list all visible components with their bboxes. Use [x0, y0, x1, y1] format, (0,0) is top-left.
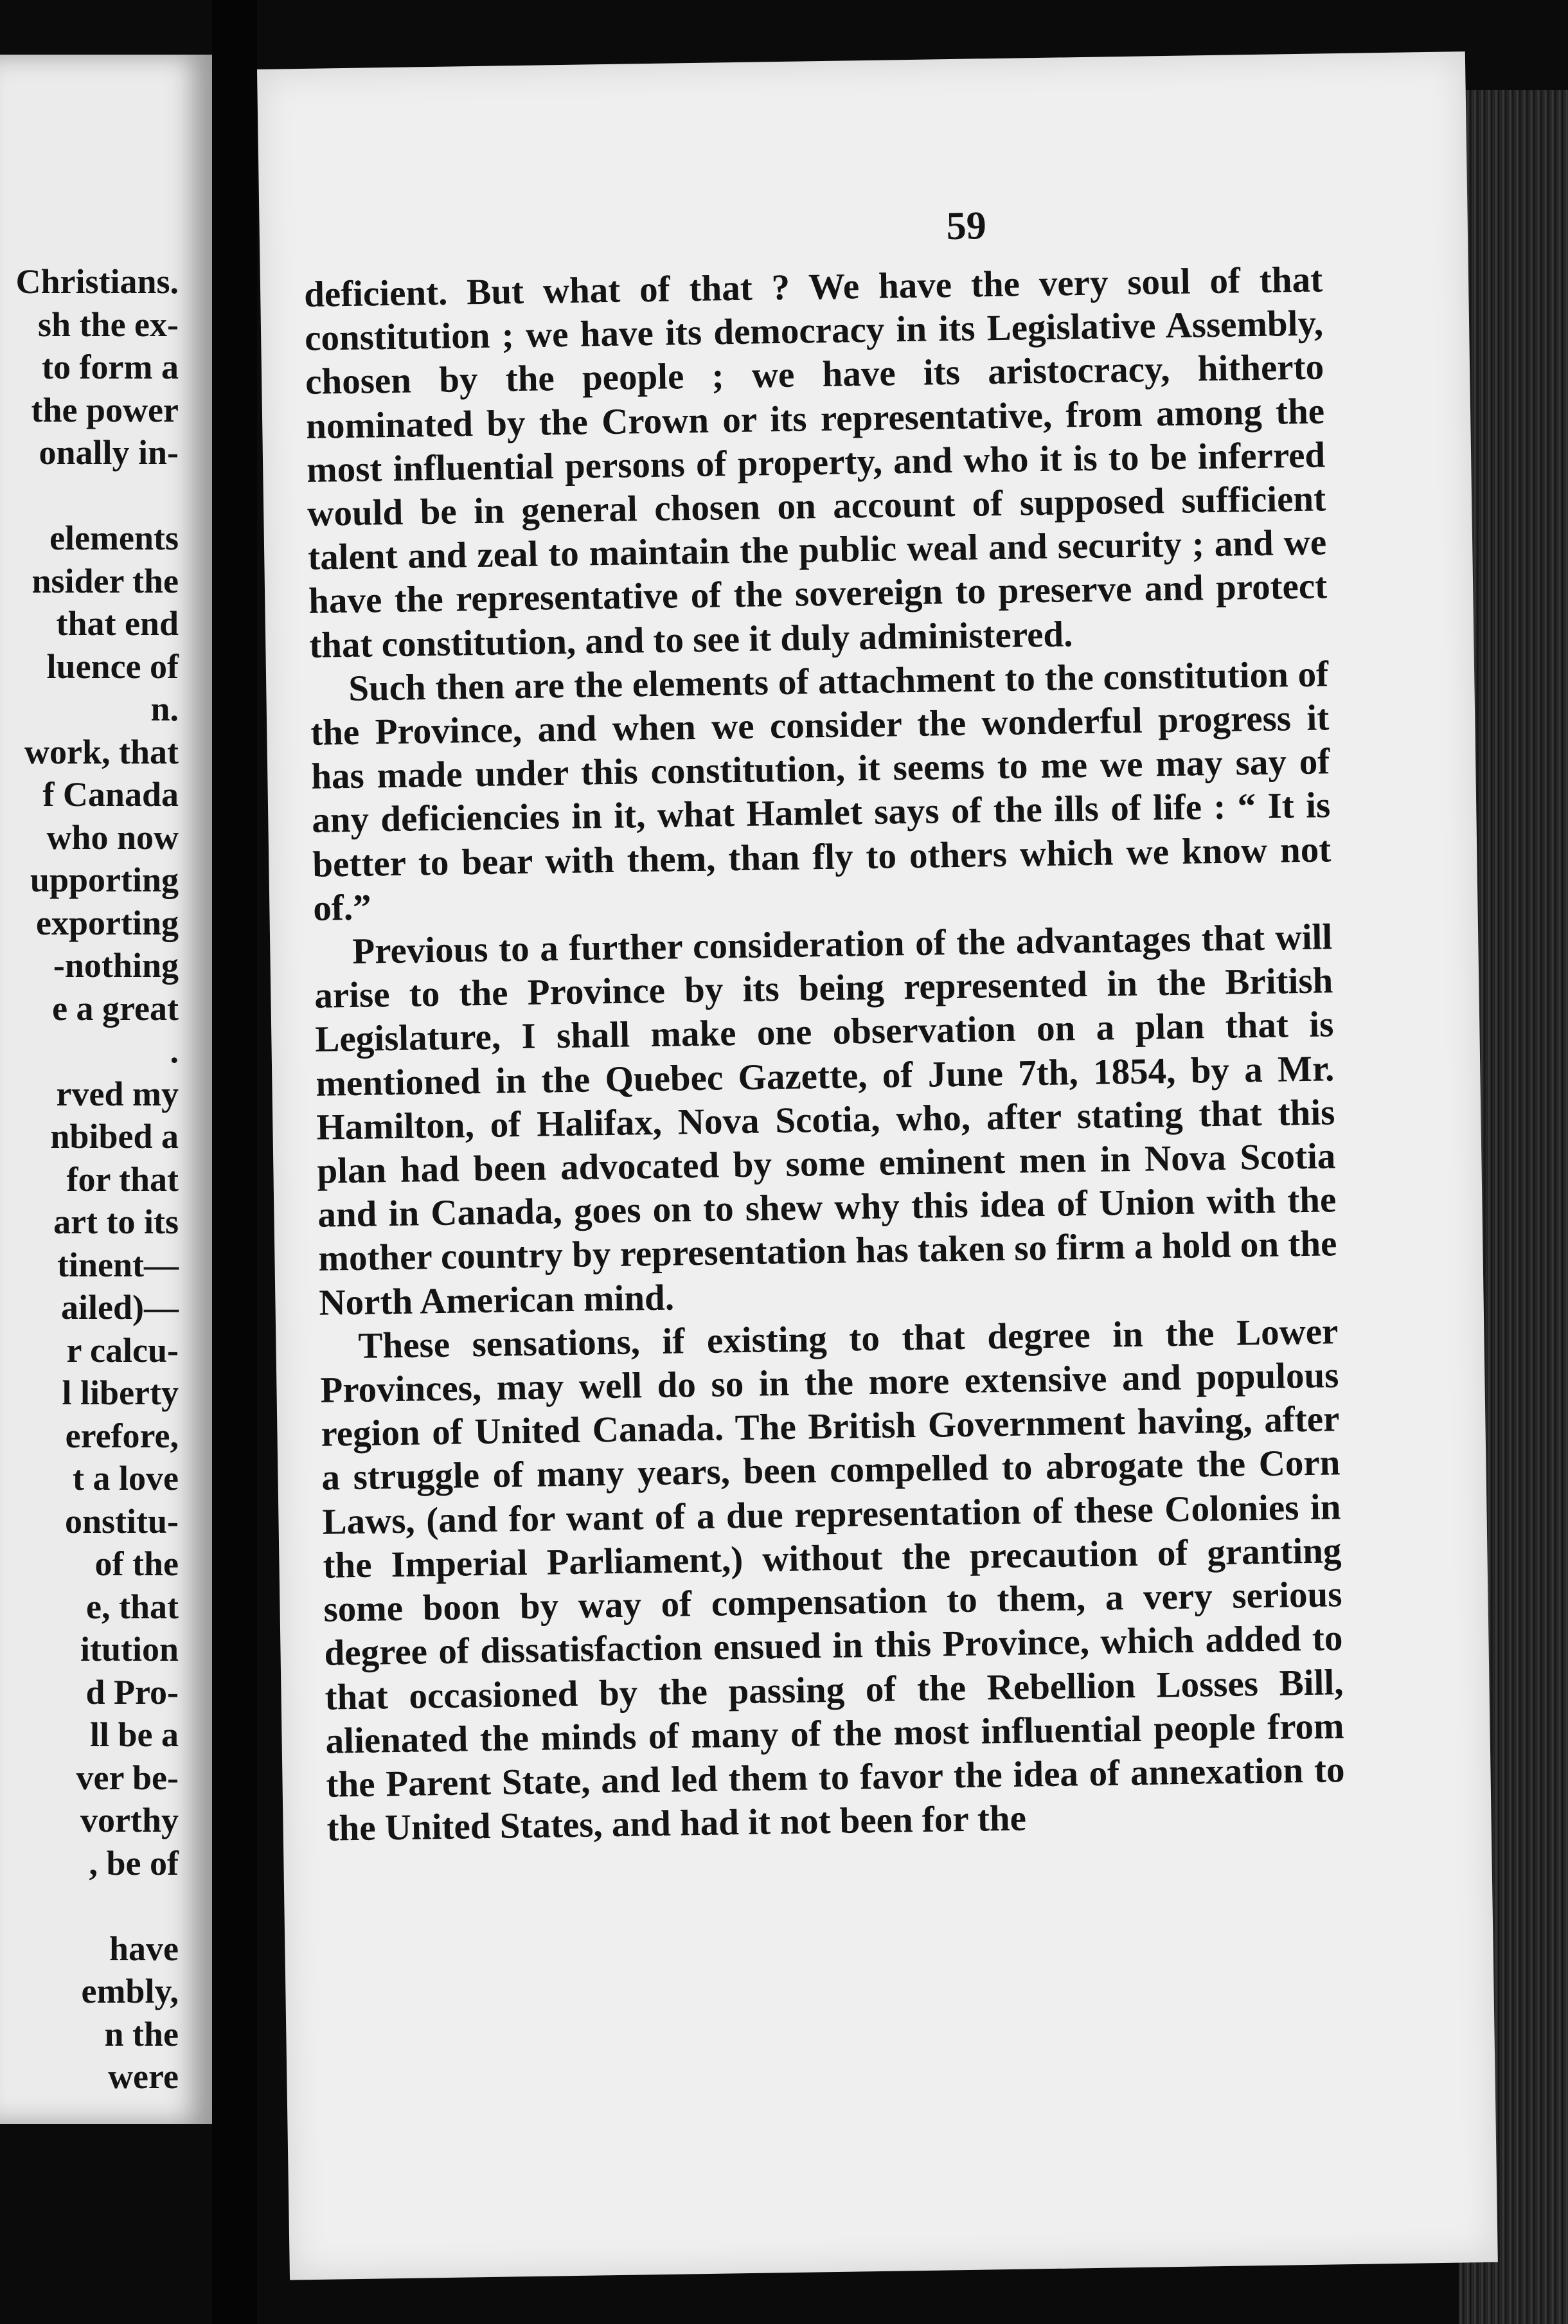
left-line: to form a — [42, 348, 179, 386]
body-text — [304, 258, 1346, 1851]
left-line: r calcu- — [66, 1330, 179, 1370]
left-line — [15, 1884, 179, 1927]
left-line: the power — [31, 390, 179, 429]
left-line: nbibed a — [50, 1117, 179, 1156]
left-line: that end — [56, 604, 179, 643]
left-line: vorthy — [80, 1801, 179, 1839]
page-number: 59 — [946, 204, 987, 249]
left-page-text — [15, 260, 179, 2098]
left-line: tinent— — [57, 1245, 179, 1284]
left-line: . — [170, 1032, 179, 1070]
left-line: ll be a — [89, 1715, 179, 1754]
left-line: rved my — [56, 1074, 179, 1113]
left-line: embly, — [81, 1972, 179, 2010]
left-line: were — [108, 2057, 179, 2096]
paragraph — [310, 652, 1332, 931]
left-line: exporting — [36, 903, 179, 942]
left-line: elements — [49, 519, 179, 557]
left-line: who now — [46, 818, 179, 857]
left-line — [15, 474, 179, 517]
left-line: ailed)— — [61, 1288, 179, 1327]
left-line: n. — [150, 690, 179, 728]
paragraph — [314, 915, 1338, 1325]
indent — [314, 963, 353, 964]
left-line: onstitu- — [64, 1501, 179, 1541]
left-line: of the — [94, 1544, 179, 1583]
right-page — [257, 51, 1498, 2280]
left-line: nsider the — [31, 561, 179, 600]
left-line: t a love — [73, 1459, 179, 1497]
left-line: sh the ex- — [38, 305, 179, 344]
indent — [320, 1358, 359, 1359]
left-line: itution — [80, 1630, 179, 1668]
paragraph-text: Previous to a further consideration of the advantages that will arise to the Province by its being represented in the British Legislature, I shall make one observation on a plan that is mentioned in the Quebec Gazette, of June 7th, 1854, by a Mr. Hamilton, of Halifax, Nova Scotia, who, after stating that this plan had been advocated by some eminent men in Nova Scotia and in Canada, goes on to shew why this idea of Union with the mother country by representation has taken so firm a hold on the North American mind. — [314, 916, 1337, 1323]
left-line: n the — [104, 2014, 179, 2053]
left-line: upporting — [30, 861, 179, 899]
left-line: erefore, — [65, 1416, 179, 1455]
left-line: art to its — [53, 1202, 179, 1241]
left-line: e a great — [52, 988, 179, 1028]
left-line: work, that — [24, 732, 179, 771]
paragraph-text: These sensations, if existing to that degree in the Lower Provinces, may well do so in the more extensive and populous region of United Canada. The British Government having, after a struggle of many years, been compelled to abrogate the Corn Laws, (and for want of a due representation of these Colonies in the Imperial Parliament,) without the precaution of granting some boon by way of compensation to them, a very serious degree of dissatisfaction ensued in this Province, which added to that occasioned by the passing of the Rebellion Losses Bill, alienated the minds of many of the most influential people from the Parent State, and led them to favor the idea of annexation to the United States, and had it not been for the — [320, 1311, 1345, 1849]
paragraph — [304, 258, 1328, 667]
left-line: d Pro- — [85, 1672, 179, 1712]
paragraph-text: Such then are the elements of attachment to the constitution of the Province, and when we consider the wonderful progress it has made under this constitution, it seems to me we may say of any deficiencies in it, what Hamlet says of the ills of life : “ It is better to bear with them, than fly to others which we know not of.” — [310, 654, 1332, 929]
paragraph-text: deficient. But what of that ? We have the very soul of that constitution ; we have its democracy in its Legislative Assembly, chosen by the people ; we have its aristocracy, hitherto nominated by the Crown or its representative, from among the most influential persons of property, and who it is to be inferred would be in general chosen on account of supposed sufficient talent and zeal to maintain the public weal and security ; and we have the representative of the sovereign to preserve and protect that constitution, and to see it duly administered. — [303, 259, 1328, 666]
left-line: f Canada — [42, 775, 179, 814]
left-line: , be of — [89, 1843, 179, 1882]
left-line: l liberty — [62, 1373, 179, 1412]
left-line: luence of — [46, 647, 179, 686]
paragraph — [319, 1310, 1346, 1851]
left-line: ver be- — [76, 1758, 179, 1797]
left-line: have — [109, 1929, 179, 1968]
left-line: onally in- — [39, 433, 179, 472]
left-line: -nothing — [53, 946, 179, 985]
left-line: Christians. — [15, 262, 179, 301]
left-line: for that — [66, 1159, 179, 1199]
book-gutter — [212, 0, 257, 2324]
left-line: e, that — [86, 1587, 179, 1626]
left-page — [0, 55, 212, 2124]
